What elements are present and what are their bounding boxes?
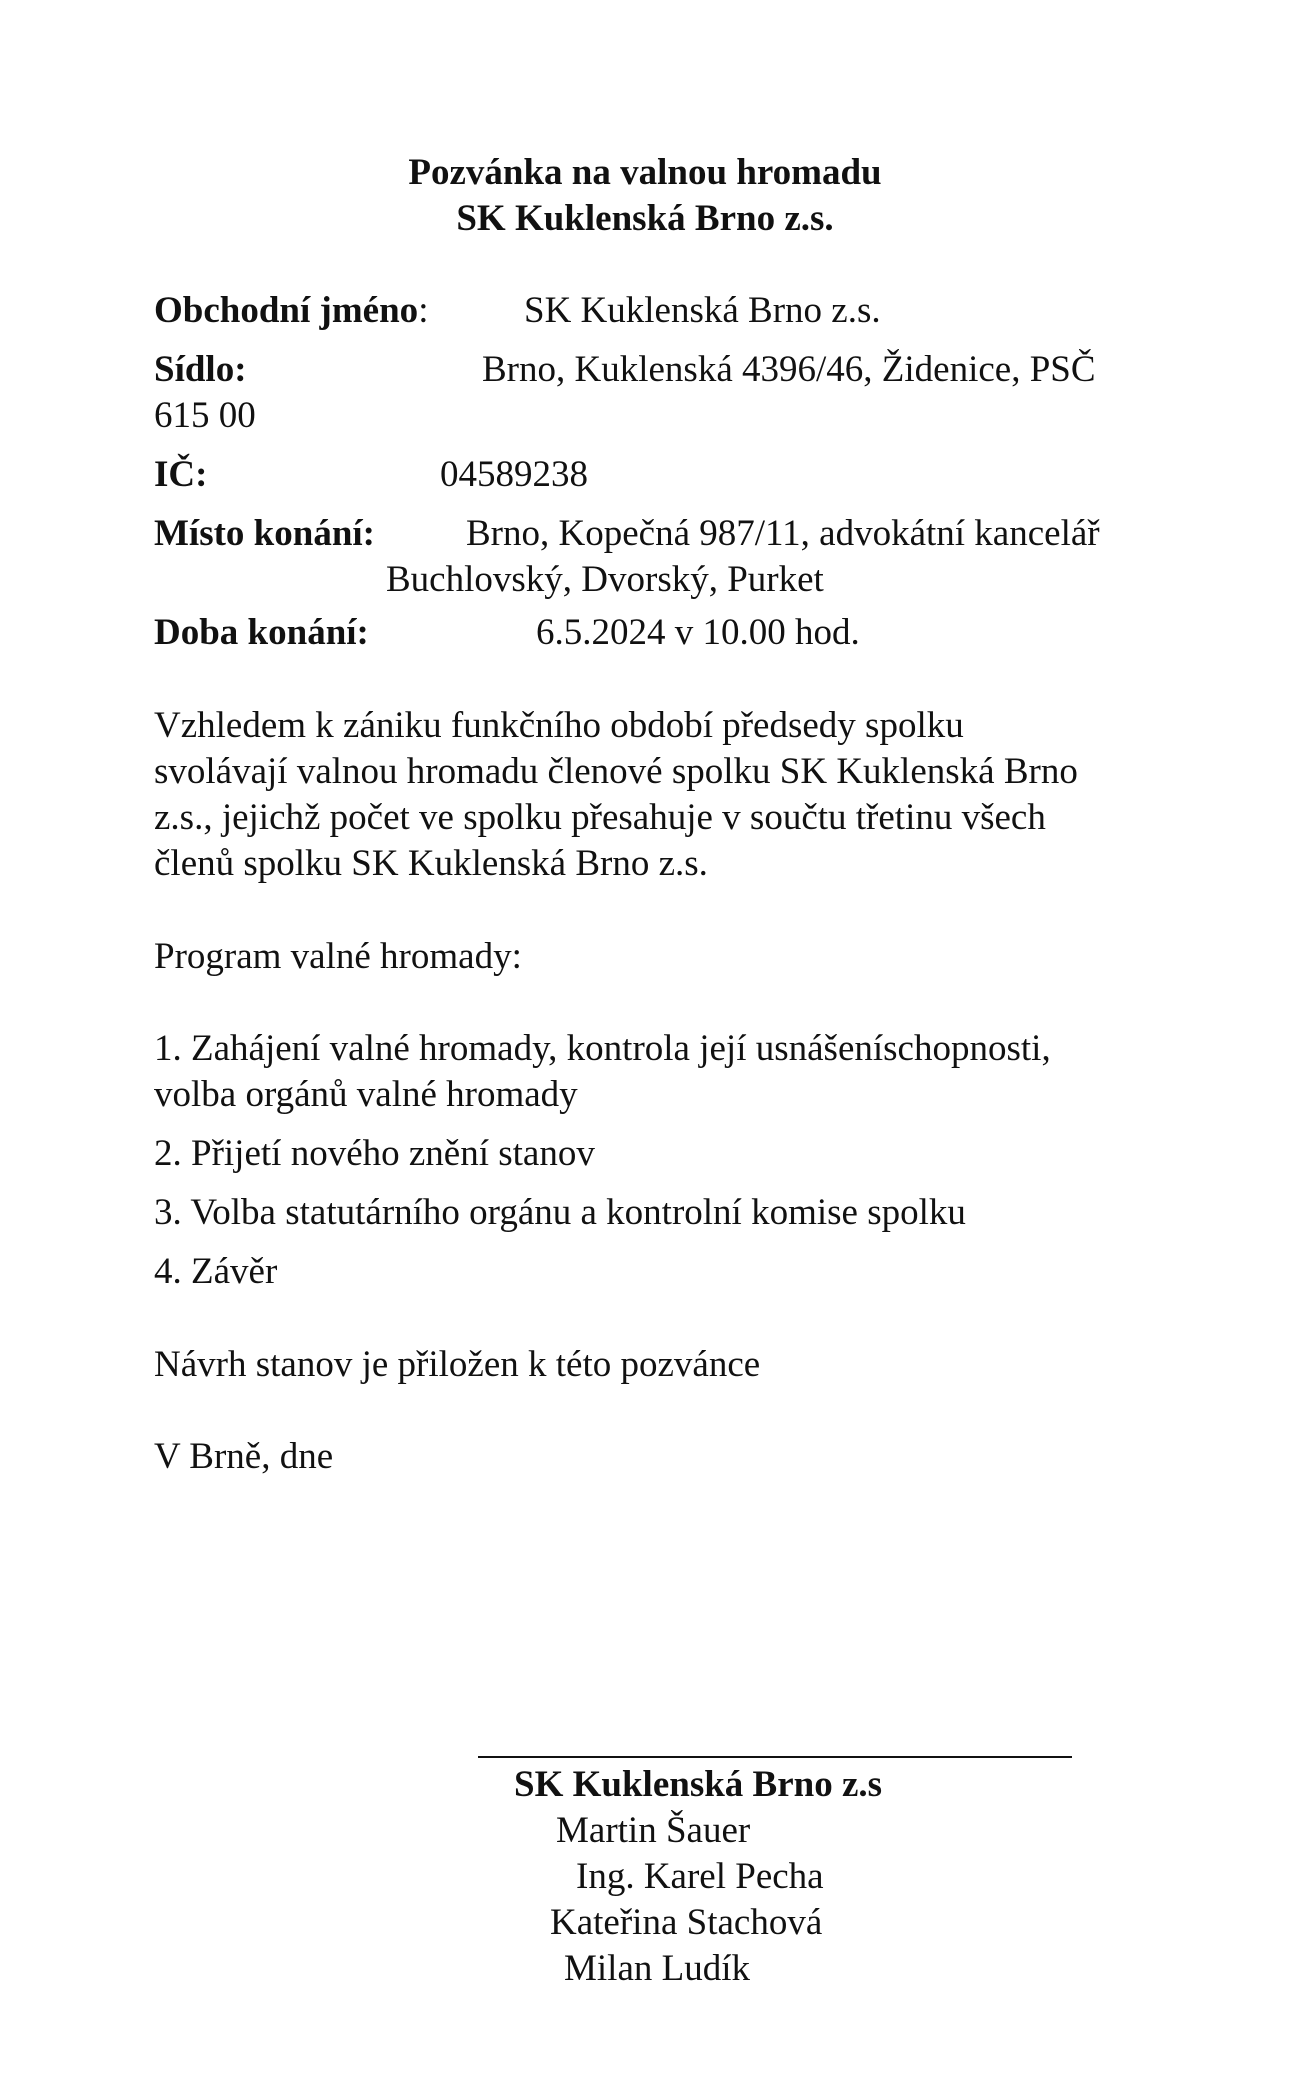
ic-label: IČ:: [154, 454, 208, 495]
sidlo-label: Sídlo:: [154, 349, 247, 390]
stanovy-note: Návrh stanov je přiložen k této pozvánce: [154, 1344, 761, 1385]
signatory-name-1: Martin Šauer: [556, 1810, 751, 1851]
program-heading: Program valné hromady:: [154, 936, 522, 977]
signature-line: [478, 1756, 1072, 1758]
signature-organization: SK Kuklenská Brno z.s: [514, 1764, 883, 1805]
program-item-1-line-2: volba orgánů valné hromady: [154, 1074, 578, 1115]
obchodni-jmeno-label: Obchodní jméno:: [154, 290, 429, 331]
program-item-3: 3. Volba statutárního orgánu a kontrolní komise spolku: [154, 1192, 966, 1233]
intro-line-4: členů spolku SK Kuklenská Brno z.s.: [154, 843, 708, 884]
sidlo-value-line1: Brno, Kuklenská 4396/46, Židenice, PSČ: [482, 349, 1096, 390]
program-item-2: 2. Přijetí nového znění stanov: [154, 1133, 595, 1174]
intro-line-3: z.s., jejichž počet ve spolku přesahuje v součtu třetinu všech: [154, 797, 1046, 838]
place-date: V Brně, dne: [154, 1436, 334, 1477]
obchodni-jmeno-value: SK Kuklenská Brno z.s.: [524, 290, 881, 331]
doba-konani-value: 6.5.2024 v 10.00 hod.: [536, 612, 860, 653]
program-item-4: 4. Závěr: [154, 1251, 278, 1292]
ic-value: 04589238: [440, 454, 588, 495]
signatory-name-2: Ing. Karel Pecha: [576, 1856, 824, 1897]
document-subtitle: SK Kuklenská Brno z.s.: [456, 198, 834, 239]
sidlo-value-line2: 615 00: [154, 395, 256, 436]
signatory-name-4: Milan Ludík: [564, 1948, 751, 1989]
intro-line-2: svolávají valnou hromadu členové spolku SK Kuklenská Brno: [154, 751, 1078, 792]
misto-konani-value-line2: Buchlovský, Dvorský, Purket: [386, 559, 824, 600]
program-item-1-line-1: 1. Zahájení valné hromady, kontrola její usnášeníschopnosti,: [154, 1028, 1051, 1069]
doba-konani-label: Doba konání:: [154, 612, 369, 653]
intro-line-1: Vzhledem k zániku funkčního období předsedy spolku: [154, 705, 964, 746]
misto-konani-value-line1: Brno, Kopečná 987/11, advokátní kancelář: [466, 513, 1100, 554]
signatory-name-3: Kateřina Stachová: [550, 1902, 823, 1943]
document-title: Pozvánka na valnou hromadu: [408, 152, 882, 193]
misto-konani-label: Místo konání:: [154, 513, 376, 554]
